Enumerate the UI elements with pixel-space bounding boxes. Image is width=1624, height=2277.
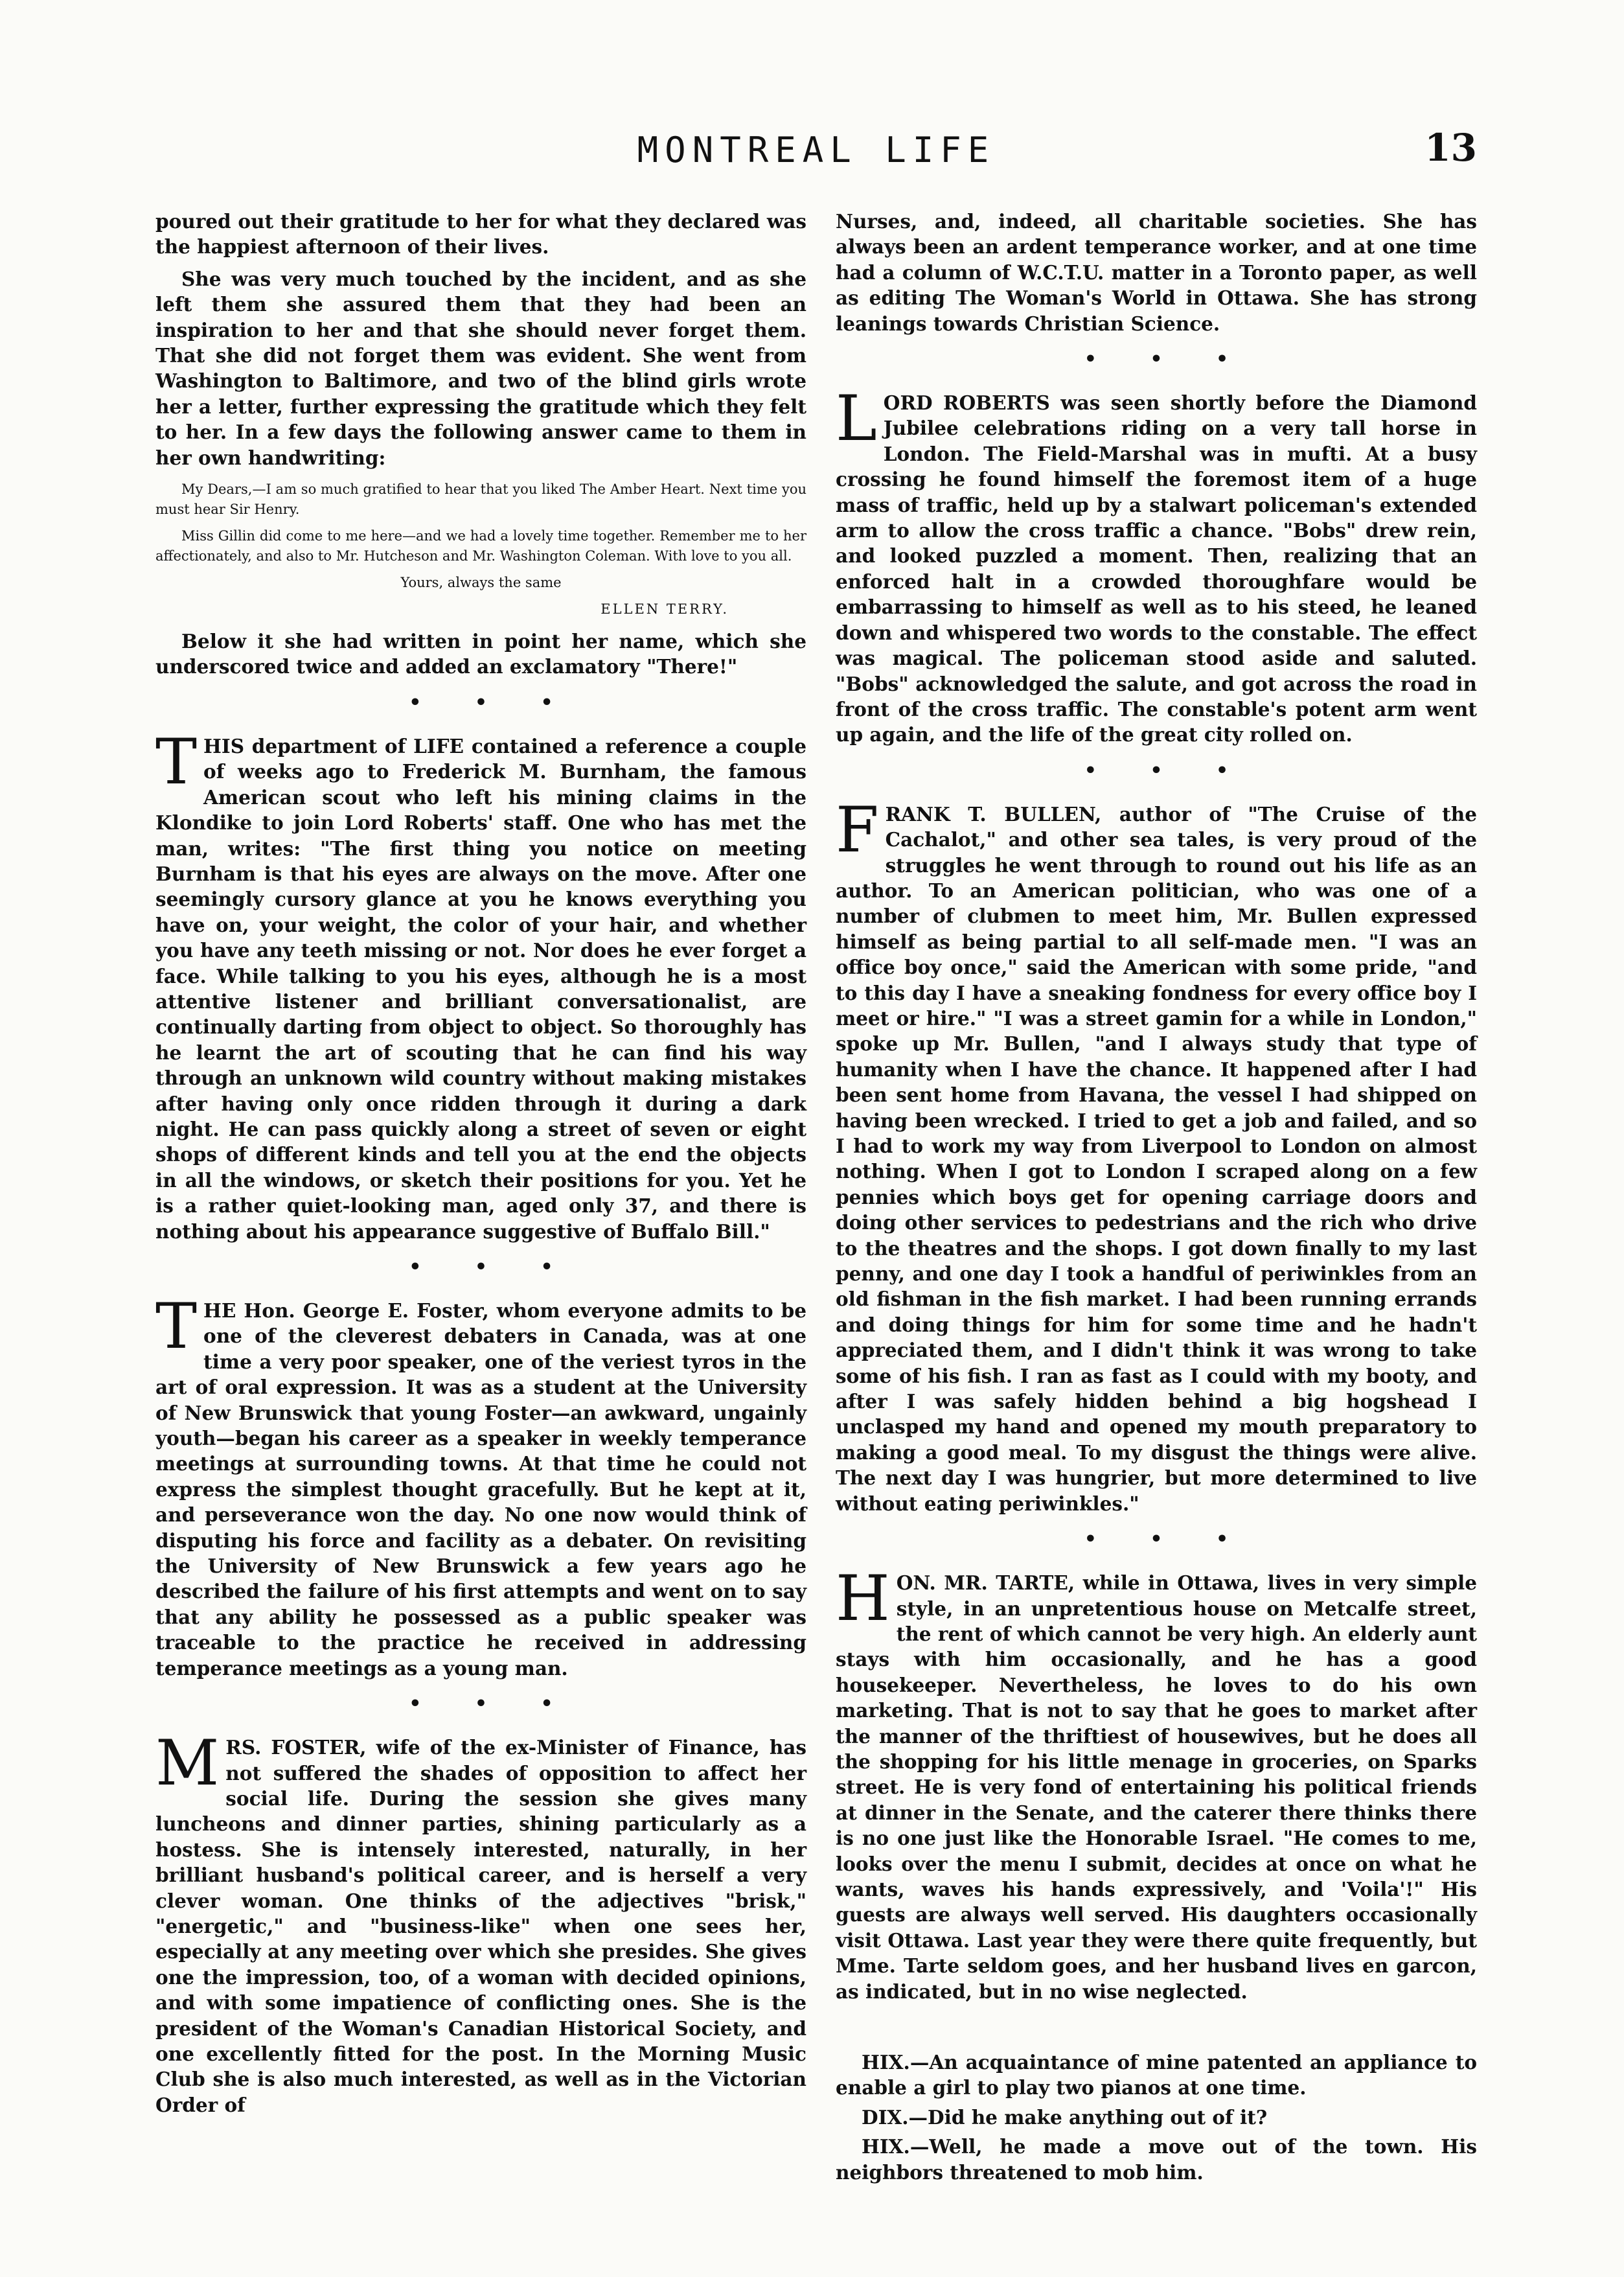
letter-signature: ELLEN TERRY. xyxy=(600,601,729,618)
section-separator: • • • xyxy=(1084,759,1252,782)
running-title: MONTREAL LIFE xyxy=(637,130,996,170)
page-number: 13 xyxy=(1424,126,1477,170)
drop-cap: T xyxy=(155,1290,198,1363)
burnham-article: THIS department of LIFE contained a reference a couple of weeks ago to Frederick M. Burnham, the famous American scout who left his mining claims in the Klondike to join Lord Roberts' staff. One who has met the man, writes: "The first thing you notice on meeting Burnham is that his eyes are always on the move. After one seemingly cursory glance at you he knows everything you have on, your weight, the color of your hair, and whether you have any teeth missing or not. Nor does he ever forget a face. While talking to you his eyes, although he is a most attentive listener and brilliant conversationalist, are continually darting from object to object. So thoroughly has he learnt the art of scouting that he can find his way through an unknown wild country without making mistakes after having only once ridden through it during a dark night. He can pass quickly along a street of seven or eight shops of different kinds and tell you at the end the objects in all the windows, or sketch their positions for you. Yet he is a rather quiet-looking man, aged only 37, and there is nothing about his appearance suggestive of Buffalo Bill." xyxy=(155,725,806,1243)
ellen-terry-letter xyxy=(155,480,806,619)
bullen-article: FRANK T. BULLEN, author of "The Cruise of the Cachalot," and other sea tales, is very proud of the struggles he went through to round out his life as an author. To an American politician, who was one of a number of clubmen to meet him, Mr. Bullen expressed himself as being partial to all self-made men. "I was an office boy once," said the American with some pride, "and to this day I have a sneaking fondness for every office boy I meet or hire." "I was a street gamin for a while in London," spoke up Mr. Bullen, "and I always study that type of humanity when I have the chance. It happened after I had been sent home from Havana, the vessel I had shipped on having been wrecked. I tried to get a job and failed, and so I had to work my way from Liverpool to London on almost nothing. When I got to London I scraped along on a few pennies which boys get for opening carriage doors and doing other services to pedestrians and the rich who drive to the theatres and the shops. I got down finally to my last penny, and one day I took a handful of periwinkles from an old fishman in the fish market. I had been running errands and doing things for him for some time and he hadn't appreciated them, and I didn't think it was wrong to take some of his fish. I ran as fast as I could with my booty, and after I was safely hidden behind a big hogshead I unclasped my hand and opened my mouth preparatory to making a good meal. To my disgust the things were alive. The next day I was hungrier, but more determined to live without eating periwinkles." xyxy=(836,793,1477,1515)
lord-roberts-article: LORD ROBERTS was seen shortly before the Diamond Jubilee celebrations riding on a very tall horse in London. The Field-Marshal was in mufti. At a busy crossing he found himself the foremost item of a huge mass of traffic, held up by a stalwart policeman's extended arm to allow the cross traffic a chance. "Bobs" drew rein, and looked puzzled a moment. Then, realizing that an enforced halt in a crowded thoroughfare would be embarrassing to himself as well as to his steed, he leaned down and whispered two words to the constable. The effect was magical. The policeman stood aside and saluted. "Bobs" acknowledged the salute, and got across the road in front of the cross traffic. The constable's potent arm went up again, and the life of the great city rolled on. xyxy=(836,382,1477,746)
after-letter-paragraph: Below it she had written in point her name, which she underscored twice and added an exclamatory "There!" xyxy=(155,630,806,678)
section-separator: • • • xyxy=(409,1256,577,1278)
drop-cap: F xyxy=(836,793,879,866)
joke-line-1: HIX.—An acquaintance of mine patented an appliance to enable a girl to play two pianos at one time. xyxy=(836,2051,1477,2099)
tarte-article: HON. MR. TARTE, while in Ottawa, lives in very simple style, in an unpretentious house on Metcalfe street, the rent of which cannot be very high. An elderly aunt stays with him occasionally, and he has a good housekeeper. Nevertheless, he loves to do his own marketing. That is not to say that he goes to market after the manner of the thriftiest of housewives, but he does all the shopping for his little menage in groceries, on Sparks street. He is very fond of entertaining his political friends at dinner in the Senate, and the caterer there thinks there is no one just like the Honorable Israel. "He comes to me, looks over the menu I submit, decides at once on what he wants, waves his hands expressively, and 'Voila'!" His guests are always well served. His daughters occasionally visit Ottawa. Last year they were there quite frequently, but Mme. Tarte seldom goes, and her husband lives en garcon, as indicated, but in no wise neglected. xyxy=(836,1562,1477,2003)
joke-dialogue xyxy=(836,2050,1477,2185)
drop-cap: T xyxy=(155,725,198,798)
drop-cap: M xyxy=(155,1727,220,1800)
joke-line-2: DIX.—Did he make anything out of it? xyxy=(862,2105,1268,2129)
section-separator: • • • xyxy=(1084,1528,1252,1551)
right-column xyxy=(836,209,1477,2189)
section-separator: • • • xyxy=(409,1693,577,1716)
left-column xyxy=(155,209,806,2124)
section-separator: • • • xyxy=(409,691,577,714)
ellen-terry-paragraph-continued: poured out their gratitude to her for what they declared was the happiest afternoon of their lives. xyxy=(155,210,806,259)
ellen-terry-paragraph: She was very much touched by the incident, and as she left them she assured them that they had been an inspiration to her and that she should never forget them. That she did not forget them was evident. She went from Washington to Baltimore, and two of the blind girls wrote her a letter, further expressing the gratitude which they felt to her. In a few days the following answer came to them in her own handwriting: xyxy=(155,267,806,469)
letter-line-2: Miss Gillin did come to me here—and we had a lovely time together. Remember me to her affectionately, and also to Mr. Hutcheson and Mr. Washington Coleman. With love to you all. xyxy=(155,528,806,564)
section-separator: • • • xyxy=(1084,348,1252,371)
foster-article: THE Hon. George E. Foster, whom everyone admits to be one of the cleverest debaters in Canada, was at one time a very poor speaker, one of the veriest tyros in the art of oral expression. It was as a student at the University of New Brunswick that young Foster—an awkward, ungainly youth—began his career as a speaker in weekly temperance meetings at surrounding towns. At that time he could not express the simplest thought gracefully. But he kept at it, and perseverance won the day. No one now would think of disputing his force and facility as a debater. On revisiting the University of New Brunswick a few years ago he described the failure of his first attempts and went on to say that any ability he possessed as a public speaker was traceable to the practice he received in addressing temperance meetings as a young man. xyxy=(155,1290,806,1680)
mrs-foster-article-continued: Nurses, and, indeed, all charitable societies. She has always been an ardent temperance worker, and at one time had a column of W.C.T.U. matter in a Toronto paper, as well as editing The Woman's World in Ottawa. She has strong leanings towards Christian Science. xyxy=(836,210,1477,335)
mrs-foster-article: MRS. FOSTER, wife of the ex-Minister of Finance, has not suffered the shades of opposition to affect her social life. During the session she gives many luncheons and dinner parties, shining particularly as a hostess. She is intensely interested, naturally, in her brilliant husband's political career, and is herself a very clever woman. One thinks of the adjectives "brisk," "energetic," and "business-like" when one sees her, especially at any meeting over which she presides. She gives one the impression, too, of a woman with decided opinions, and with some impatience of conflicting ones. She is the president of the Woman's Canadian Historical Society, and one excellently fitted for the post. In the Morning Music Club she is also much interested, as well as in the Victorian Order of xyxy=(155,1727,806,2116)
letter-closing: Yours, always the same xyxy=(400,575,562,591)
page-header xyxy=(155,126,1477,181)
letter-line-1: My Dears,—I am so much gratified to hear that you liked The Amber Heart. Next time you must hear Sir Henry. xyxy=(155,481,806,518)
joke-line-3: HIX.—Well, he made a move out of the town. His neighbors threatened to mob him. xyxy=(836,2135,1477,2184)
drop-cap: H xyxy=(836,1562,890,1636)
drop-cap: L xyxy=(836,382,877,456)
